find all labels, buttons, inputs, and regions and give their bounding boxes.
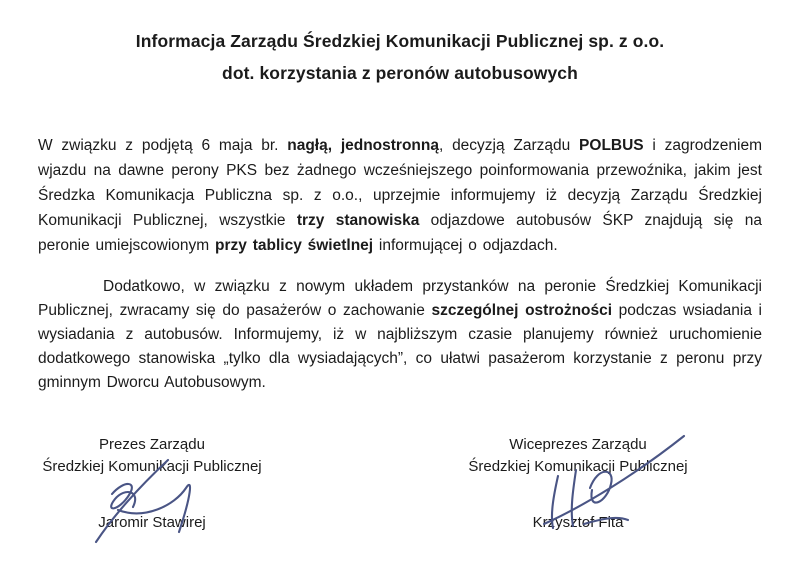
paragraph-2: Dodatkowo, w związku z nowym układem przystanków na peronie Średzkiej Komunikacji Publicznej, zwracamy się do pasażerów o zachowanie szczególnej ostrożności podczas wsiadania i wysiadania z autobusów. Informujemy, iż w najbliższym czasie planujemy również uruchomienie dodatkowego stanowiska „tylko dla wysiadających”, co ułatwi pasażerom korzystanie z peronu przy gminnym Dworcu Autobusowym. xyxy=(38,278,762,391)
paragraph-1: W związku z podjętą 6 maja br. nagłą, jednostronną, decyzją Zarządu POLBUS i zagrodzeniem wjazdu na dawne perony PKS bez żadnego wcześniejszego poinformowania przewoźnika, jakim jest Średzka Komunikacja Publiczna sp. z o.o., uprzejmie informujemy iż decyzją Zarządu Średzkiej Komunikacji Publicznej, wszystkie trzy stanowiska odjazdowe autobusów ŚKP znajdują się na peronie umiejscowionym przy tablicy świetlnej informującej o odjazdach. xyxy=(38,137,762,254)
document-body xyxy=(38,133,762,395)
signature-section xyxy=(0,428,800,585)
signature-block-president xyxy=(22,434,282,534)
signature-role-president: Prezes Zarządu xyxy=(99,436,205,453)
document-title-line-2: dot. korzystania z peronów autobusowych xyxy=(222,63,578,83)
signature-role-vice-president: Wiceprezes Zarządu xyxy=(509,436,647,453)
signature-name-vice-president: Krzysztof Fita xyxy=(532,514,624,531)
document-title-line-1: Informacja Zarządu Średzkiej Komunikacji Publicznej sp. z o.o. xyxy=(135,31,665,51)
signature-org-vice-president: Średzkiej Komunikacji Publicznej xyxy=(468,458,688,475)
document-title xyxy=(0,0,800,89)
signature-block-vice-president xyxy=(448,434,708,534)
signature-org-president: Średzkiej Komunikacji Publicznej xyxy=(42,458,262,475)
signature-name-president: Jaromir Stawirej xyxy=(98,514,206,531)
